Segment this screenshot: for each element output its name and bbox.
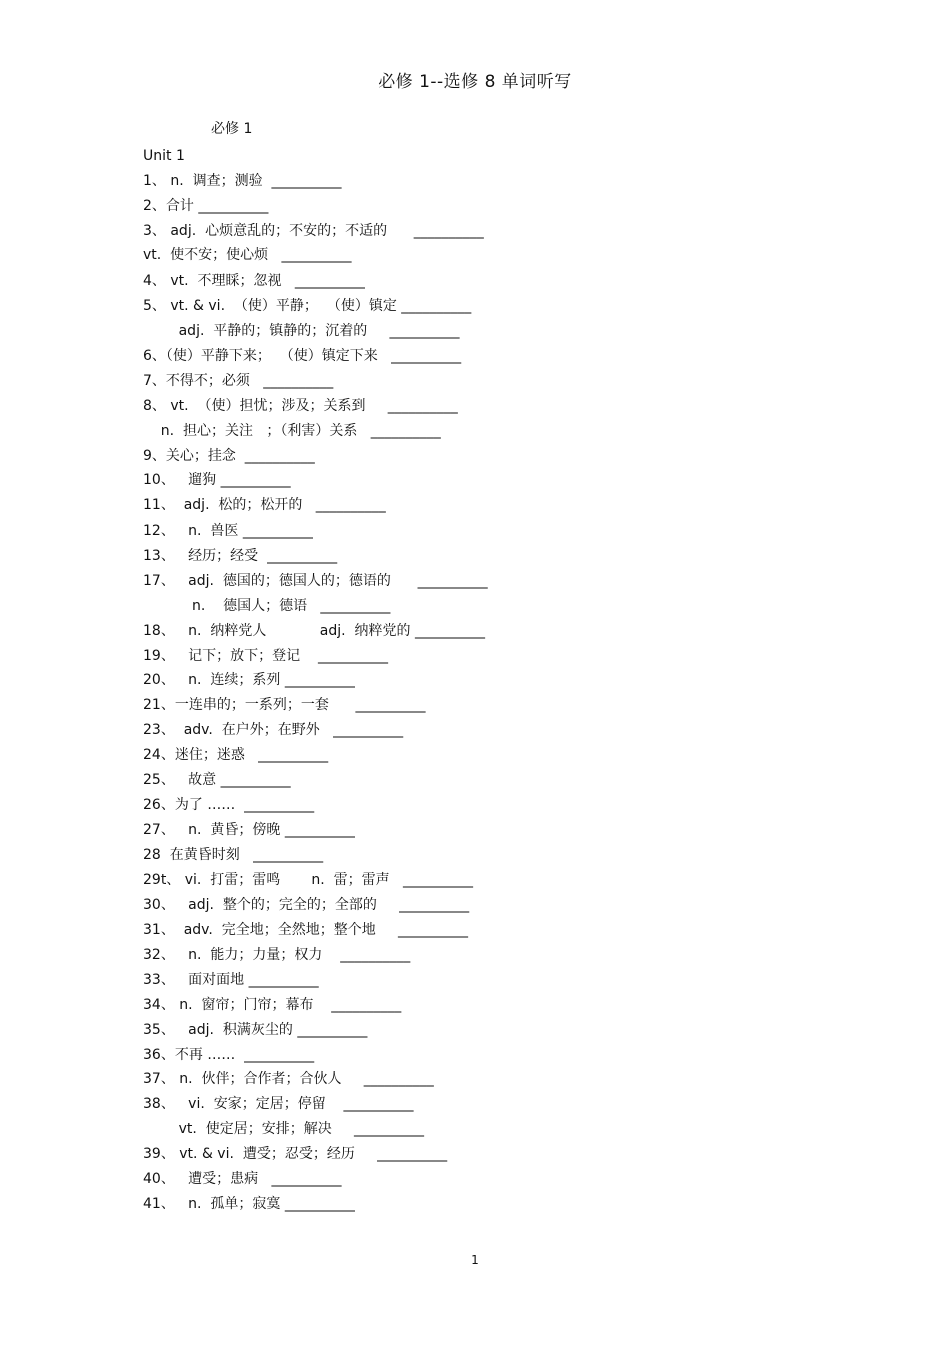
vocab-item: 35、 adj. 积满灰尘的 __________ <box>143 1022 368 1038</box>
vocab-item: 23、 adv. 在户外；在野外 __________ <box>143 722 404 738</box>
vocab-item: 7、不得不；必须 __________ <box>143 373 334 389</box>
vocab-item: 29t、 vi. 打雷；雷鸣 n. 雷；雷声 __________ <box>143 872 474 888</box>
vocab-item: n. 担心；关注 ；（利害）关系 __________ <box>143 423 441 439</box>
vocab-item: 30、 adj. 整个的；完全的；全部的 __________ <box>143 897 470 913</box>
vocab-item: 10、 遛狗 __________ <box>143 472 291 488</box>
vocab-item: 31、 adv. 完全地；全然地；整个地 __________ <box>143 922 468 938</box>
vocab-item: vt. 使不安；使心烦 __________ <box>143 247 352 263</box>
vocab-item: 41、 n. 孤单；寂寞 __________ <box>143 1196 355 1212</box>
vocab-item: 21、一连串的；一系列；一套 __________ <box>143 697 426 713</box>
unit-heading: Unit 1 <box>143 148 185 164</box>
vocab-item: 18、 n. 纳粹党人 adj. 纳粹党的 __________ <box>143 623 485 639</box>
vocab-item: 37、 n. 伙伴；合作者；合伙人 __________ <box>143 1071 434 1087</box>
vocab-item: adj. 平静的；镇静的；沉着的 __________ <box>143 323 460 339</box>
vocab-item: 33、 面对面地 __________ <box>143 972 319 988</box>
vocab-item: 6、（使）平静下来； （使）镇定下来 __________ <box>143 348 462 364</box>
vocab-item: 5、 vt. & vi. （使）平静； （使）镇定 __________ <box>143 298 472 314</box>
page-title: 必修 1--选修 8 单词听写 <box>378 72 572 92</box>
vocab-item: 1、 n. 调查；测验 __________ <box>143 173 342 189</box>
vocab-item: 13、 经历；经受 __________ <box>143 548 338 564</box>
vocab-item: 28 在黄昏时刻 __________ <box>143 847 324 863</box>
vocab-item: 9、关心；挂念 __________ <box>143 448 315 464</box>
vocab-item: 25、 故意 __________ <box>143 772 291 788</box>
vocab-item: 38、 vi. 安家；定居；停留 __________ <box>143 1096 414 1112</box>
vocab-item: 39、 vt. & vi. 遭受；忍受；经历 __________ <box>143 1146 448 1162</box>
vocab-item: 3、 adj. 心烦意乱的；不安的；不适的 __________ <box>143 223 484 239</box>
page-number: 1 <box>471 1253 479 1267</box>
vocab-item: 40、 遭受；患病 __________ <box>143 1171 342 1187</box>
vocab-item: 2、合计 __________ <box>143 198 269 214</box>
vocab-item: 19、 记下；放下；登记 __________ <box>143 648 388 664</box>
vocab-item: 17、 adj. 德国的；德国人的；德语的 __________ <box>143 573 488 589</box>
vocab-item: vt. 使定居；安排；解决 __________ <box>143 1121 424 1137</box>
section-heading: 必修 1 <box>211 121 253 137</box>
vocab-item: 24、迷住；迷惑 __________ <box>143 747 329 763</box>
vocab-item: 8、 vt. （使）担忧；涉及；关系到 __________ <box>143 398 458 414</box>
vocab-item: 34、 n. 窗帘；门帘；幕布 __________ <box>143 997 402 1013</box>
vocab-item: 26、为了 …… __________ <box>143 797 315 813</box>
vocab-item: 20、 n. 连续；系列 __________ <box>143 672 355 688</box>
vocab-item: 36、不再 …… __________ <box>143 1047 315 1063</box>
vocab-item: 4、 vt. 不理睬；忽视 __________ <box>143 273 365 289</box>
vocab-item: 11、 adj. 松的；松开的 __________ <box>143 497 386 513</box>
vocab-item: 12、 n. 兽医 __________ <box>143 523 313 539</box>
vocab-item: n. 德国人；德语 __________ <box>143 598 391 614</box>
vocab-item: 32、 n. 能力；力量；权力 __________ <box>143 947 411 963</box>
vocab-item: 27、 n. 黄昏；傍晚 __________ <box>143 822 355 838</box>
